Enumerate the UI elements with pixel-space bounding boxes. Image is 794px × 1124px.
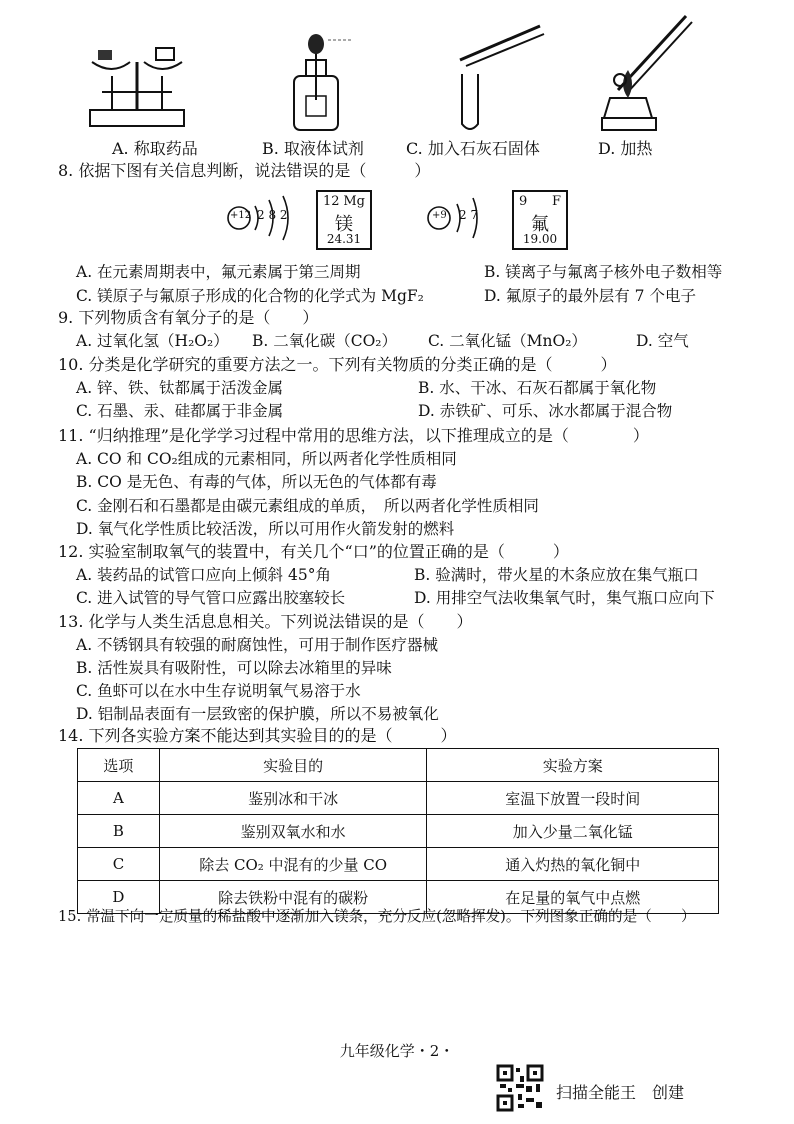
q12-option-a: A. 装药品的试管口应向上倾斜 45°角 [76,566,331,584]
test-tube-solid-illustration [440,14,550,136]
table-cell: 通入灼热的氧化铜中 [427,848,719,881]
q15-stem: 15. 常温下向一定质量的稀盐酸中逐渐加入镁条，充分反应(忽略挥发)。下列图象正确的是（ ） [58,908,696,925]
f-mass: 19.00 [522,232,558,246]
f-atom-diagram [425,188,505,248]
table-row [78,815,719,848]
q9-stem: 9. 下列物质含有氧分子的是（ ） [58,308,319,327]
q9-option-b: B. 二氧化碳（CO₂） [252,332,398,350]
q7-option-b: B. 取液体试剂 [262,139,364,158]
q13-option-a: A. 不锈钢具有较强的耐腐蚀性，可用于制作医疗器械 [76,636,439,654]
dropper-bottle-illustration [282,30,362,134]
mg-shells: 2 8 2 [257,208,288,222]
f-nucleus: +9 [432,210,447,221]
q8-stem: 8. 依据下图有关信息判断，说法错误的是（ ） [58,161,431,180]
q10-option-d: D. 赤铁矿、可乐、冰水都属于混合物 [418,402,673,420]
q7-option-a: A. 称取药品 [112,139,198,158]
q7-option-d: D. 加热 [598,139,653,158]
table-cell: A [78,782,160,815]
table-cell: 除去 CO₂ 中混有的少量 CO [159,848,427,881]
q11-option-c: C. 金刚石和石墨都是由碳元素组成的单质， 所以两者化学性质相同 [76,497,539,515]
table-cell: 除去铁粉中混有的碳粉 [159,881,427,914]
q12-option-b: B. 验满时，带火星的木条应放在集气瓶口 [414,566,699,584]
mg-nucleus: +12 [230,210,252,221]
q8-option-b: B. 镁离子与氟离子核外电子数相等 [484,263,723,281]
q9-option-a: A. 过氧化氢（H₂O₂） [76,332,229,350]
mg-element-card [316,190,372,250]
f-name: 氟 [531,214,549,235]
q10-option-a: A. 锌、铁、钛都属于活泼金属 [76,379,284,397]
scanner-watermark: 扫描全能王 创建 [556,1083,685,1102]
q10-option-b: B. 水、干冰、石灰石都属于氧化物 [418,379,657,397]
table-cell: C [78,848,160,881]
q12-stem: 12. 实验室制取氧气的装置中，有关几个“口”的位置正确的是（ ） [58,542,569,561]
f-symbol: F [551,194,561,209]
q8-option-a: A. 在元素周期表中，氟元素属于第三周期 [76,263,361,281]
q14-table [77,748,719,914]
table-header-cell: 实验方案 [427,749,719,782]
q11-option-b: B. CO 是无色、有毒的气体，所以无色的气体都有毒 [76,473,437,491]
f-shells: 2 7 [459,208,479,222]
table-cell: B [78,815,160,848]
table-cell: 室温下放置一段时间 [427,782,719,815]
mg-name: 镁 [335,214,353,235]
table-header-cell: 实验目的 [159,749,427,782]
table-cell: 鉴别双氧水和水 [159,815,427,848]
q9-option-c: C. 二氧化锰（MnO₂） [428,332,587,350]
q7-option-c: C. 加入石灰石固体 [406,139,540,158]
q13-option-c: C. 鱼虾可以在水中生存说明氧气易溶于水 [76,682,361,700]
table-cell: D [78,881,160,914]
q14-stem: 14. 下列各实验方案不能达到其实验目的的是（ ） [58,726,457,745]
table-cell: 在足量的氧气中点燃 [427,881,719,914]
q12-option-d: D. 用排空气法收集氧气时，集气瓶口应向下 [414,589,715,607]
heating-tube-illustration [590,8,700,136]
q13-option-d: D. 铝制品表面有一层致密的保护膜，所以不易被氧化 [76,705,439,723]
q8-option-c: C. 镁原子与氟原子形成的化合物的化学式为 MgF₂ [76,287,424,305]
q13-stem: 13. 化学与人类生活息息相关。下列说法错误的是（ ） [58,612,473,631]
f-element-card [512,190,568,250]
table-cell: 加入少量二氧化锰 [427,815,719,848]
table-cell: 鉴别冰和干冰 [159,782,427,815]
mg-atom-diagram [225,188,305,248]
q10-option-c: C. 石墨、汞、硅都属于非金属 [76,402,284,420]
f-number: 9 [519,194,528,209]
mg-mass: 24.31 [326,232,362,246]
q11-option-a: A. CO 和 CO₂组成的元素相同，所以两者化学性质相同 [76,450,457,468]
table-row [78,848,719,881]
mg-symbol: Mg [343,194,365,209]
q12-option-c: C. 进入试管的导气管口应露出胶塞较长 [76,589,346,607]
table-row [78,782,719,815]
table-header-row [78,749,719,782]
balance-illustration [82,32,192,132]
mg-number: 12 [323,194,340,209]
q11-option-d: D. 氧气化学性质比较活泼，所以可用作火箭发射的燃料 [76,520,455,538]
q10-stem: 10. 分类是化学研究的重要方法之一。下列有关物质的分类正确的是（ ） [58,355,617,374]
table-header-cell: 选项 [78,749,160,782]
qr-code-icon [496,1064,544,1112]
page-footer: 九年级化学・2・ [339,1042,455,1060]
q8-option-d: D. 氟原子的最外层有 7 个电子 [484,287,696,305]
q13-option-b: B. 活性炭具有吸附性，可以除去冰箱里的异味 [76,659,392,677]
q9-option-d: D. 空气 [636,332,689,350]
q11-stem: 11. “归纳推理”是化学学习过程中常用的思维方法，以下推理成立的是（ ） [58,426,649,445]
